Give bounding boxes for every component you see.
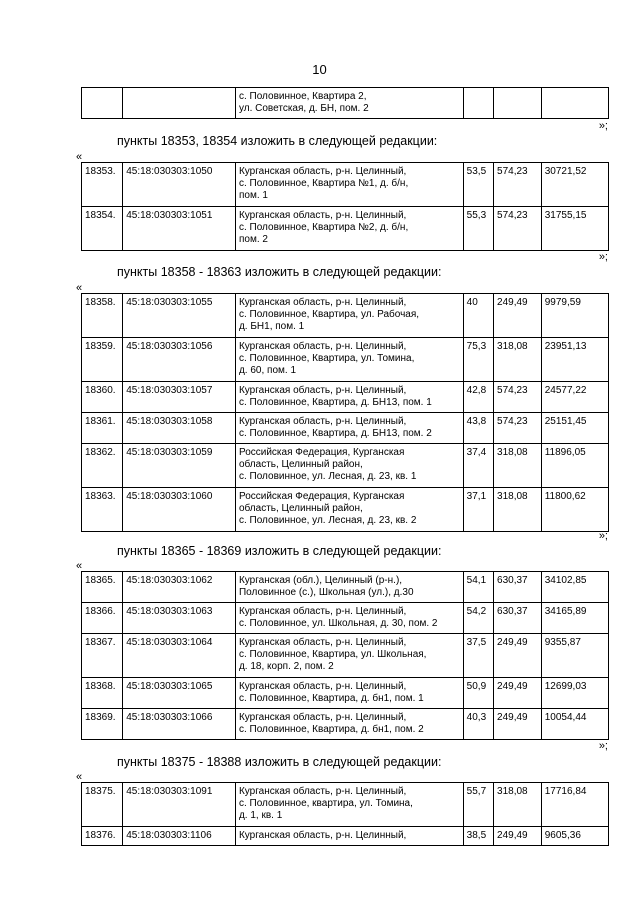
address: Курганская область, р-н. Целинный, с. Половинное, Квартира, д. бн1, пом. 1 [235, 678, 463, 709]
value: 9605,36 [541, 827, 608, 846]
address: Курганская (обл.), Целинный (р-н.), Половинное (с.), Школьная (ул.), д.30 [235, 572, 463, 603]
cadastral-number: 45:18:030303:1051 [123, 207, 236, 251]
row-number: 18375. [82, 783, 123, 827]
registry-table [81, 571, 609, 740]
table-row [82, 294, 609, 338]
area: 37,5 [463, 634, 493, 678]
table-row [82, 783, 609, 827]
cadastral-number: 45:18:030303:1050 [123, 163, 236, 207]
address: Курганская область, р-н. Целинный, [235, 827, 463, 846]
page-number: 10 [312, 62, 327, 77]
cadastral-number: 45:18:030303:1058 [123, 413, 236, 444]
cadastral-number: 45:18:030303:1106 [123, 827, 236, 846]
address: Курганская область, р-н. Целинный, с. Половинное, Квартира, ул. Томина, д. 60, пом. 1 [235, 338, 463, 382]
rate: 630,37 [494, 603, 542, 634]
cadastral-number: 45:18:030303:1062 [123, 572, 236, 603]
row-number: 18369. [82, 709, 123, 740]
registry-table [81, 782, 609, 846]
table-row [82, 488, 609, 532]
row-number: 18359. [82, 338, 123, 382]
rate: 249,49 [494, 294, 542, 338]
rate: 574,23 [494, 163, 542, 207]
value: 30721,52 [541, 163, 608, 207]
row-number: 18354. [82, 207, 123, 251]
open-quote: « [76, 560, 83, 572]
table-row [82, 338, 609, 382]
cadastral-number: 45:18:030303:1056 [123, 338, 236, 382]
rate: 249,49 [494, 678, 542, 709]
cadastral-number: 45:18:030303:1060 [123, 488, 236, 532]
row-number: 18358. [82, 294, 123, 338]
area: 75,3 [463, 338, 493, 382]
value: 11800,62 [541, 488, 608, 532]
value: 34102,85 [541, 572, 608, 603]
value: 9355,87 [541, 634, 608, 678]
row-number: 18366. [82, 603, 123, 634]
rate: 574,23 [494, 382, 542, 413]
table-row [82, 603, 609, 634]
area: 42,8 [463, 382, 493, 413]
area: 43,8 [463, 413, 493, 444]
row-number: 18361. [82, 413, 123, 444]
cadastral-number: 45:18:030303:1059 [123, 444, 236, 488]
address: Курганская область, р-н. Целинный, с. Половинное, Квартира, д. БН13, пом. 2 [235, 413, 463, 444]
close-quote: »; [598, 120, 608, 132]
section-heading: пункты 18353, 18354 изложить в следующей редакции: [117, 134, 438, 148]
row-number: 18365. [82, 572, 123, 603]
table-row [82, 207, 609, 251]
rate: 318,08 [494, 783, 542, 827]
row-number: 18362. [82, 444, 123, 488]
table-row [82, 382, 609, 413]
registry-table [81, 293, 609, 532]
open-quote: « [76, 771, 83, 783]
section-heading: пункты 18358 - 18363 изложить в следующей редакции: [117, 265, 442, 279]
table-row [82, 572, 609, 603]
rate: 318,08 [494, 444, 542, 488]
rate: 318,08 [494, 338, 542, 382]
value: 24577,22 [541, 382, 608, 413]
address: с. Половинное, Квартира 2, ул. Советская, д. БН, пом. 2 [235, 88, 463, 119]
row-number: 18376. [82, 827, 123, 846]
cadastral-number: 45:18:030303:1055 [123, 294, 236, 338]
area: 37,1 [463, 488, 493, 532]
rate: 574,23 [494, 207, 542, 251]
area: 40 [463, 294, 493, 338]
area: 38,5 [463, 827, 493, 846]
area: 37,4 [463, 444, 493, 488]
table-row [82, 413, 609, 444]
address: Курганская область, р-н. Целинный, с. Половинное, Квартира, ул. Рабочая, д. БН1, пом. 1 [235, 294, 463, 338]
address: Курганская область, р-н. Целинный, с. Половинное, квартира, ул. Томина, д. 1, кв. 1 [235, 783, 463, 827]
value: 17716,84 [541, 783, 608, 827]
address: Курганская область, р-н. Целинный, с. Половинное, Квартира, д. бн1, пом. 2 [235, 709, 463, 740]
cadastral-number: 45:18:030303:1063 [123, 603, 236, 634]
rate: 574,23 [494, 413, 542, 444]
rate: 249,49 [494, 709, 542, 740]
cadastral-number: 45:18:030303:1066 [123, 709, 236, 740]
row-number: 18367. [82, 634, 123, 678]
value: 34165,89 [541, 603, 608, 634]
area [463, 88, 493, 119]
address: Курганская область, р-н. Целинный, с. Половинное, Квартира №2, д. б/н, пом. 2 [235, 207, 463, 251]
value: 12699,03 [541, 678, 608, 709]
row-number: 18368. [82, 678, 123, 709]
address: Российская Федерация, Курганская область, Целинный район, с. Половинное, ул. Лесная, д. 23, кв. 2 [235, 488, 463, 532]
address: Курганская область, р-н. Целинный, с. Половинное, Квартира, д. БН13, пом. 1 [235, 382, 463, 413]
cadastral-number: 45:18:030303:1064 [123, 634, 236, 678]
area: 54,1 [463, 572, 493, 603]
address: Курганская область, р-н. Целинный, с. Половинное, Квартира №1, д. б/н, пом. 1 [235, 163, 463, 207]
section-heading: пункты 18365 - 18369 изложить в следующей редакции: [117, 544, 442, 558]
table-row [82, 678, 609, 709]
open-quote: « [76, 151, 83, 163]
value: 23951,13 [541, 338, 608, 382]
value: 10054,44 [541, 709, 608, 740]
cadastral-number [123, 88, 236, 119]
area: 55,3 [463, 207, 493, 251]
table-row [82, 827, 609, 846]
area: 53,5 [463, 163, 493, 207]
address: Российская Федерация, Курганская область, Целинный район, с. Половинное, ул. Лесная, д. 23, кв. 1 [235, 444, 463, 488]
row-number: 18353. [82, 163, 123, 207]
area: 55,7 [463, 783, 493, 827]
row-number: 18360. [82, 382, 123, 413]
rate: 630,37 [494, 572, 542, 603]
registry-table-top [81, 87, 609, 119]
cadastral-number: 45:18:030303:1091 [123, 783, 236, 827]
value: 11896,05 [541, 444, 608, 488]
close-quote: »; [598, 530, 608, 542]
row-number: 18363. [82, 488, 123, 532]
row-number [82, 88, 123, 119]
value: 31755,15 [541, 207, 608, 251]
table-row [82, 709, 609, 740]
area: 50,9 [463, 678, 493, 709]
rate: 249,49 [494, 634, 542, 678]
rate: 249,49 [494, 827, 542, 846]
rate: 318,08 [494, 488, 542, 532]
value: 25151,45 [541, 413, 608, 444]
cadastral-number: 45:18:030303:1065 [123, 678, 236, 709]
table-row [82, 88, 609, 119]
cadastral-number: 45:18:030303:1057 [123, 382, 236, 413]
area: 54,2 [463, 603, 493, 634]
table-row [82, 163, 609, 207]
section-heading: пункты 18375 - 18388 изложить в следующей редакции: [117, 755, 442, 769]
open-quote: « [76, 282, 83, 294]
value [541, 88, 608, 119]
table-row [82, 444, 609, 488]
table-row [82, 634, 609, 678]
close-quote: »; [598, 251, 608, 263]
value: 9979,59 [541, 294, 608, 338]
rate [494, 88, 542, 119]
area: 40,3 [463, 709, 493, 740]
close-quote: »; [598, 740, 608, 752]
registry-table [81, 162, 609, 251]
address: Курганская область, р-н. Целинный, с. Половинное, ул. Школьная, д. 30, пом. 2 [235, 603, 463, 634]
address: Курганская область, р-н. Целинный, с. Половинное, Квартира, ул. Школьная, д. 18, корп. 2, пом. 2 [235, 634, 463, 678]
